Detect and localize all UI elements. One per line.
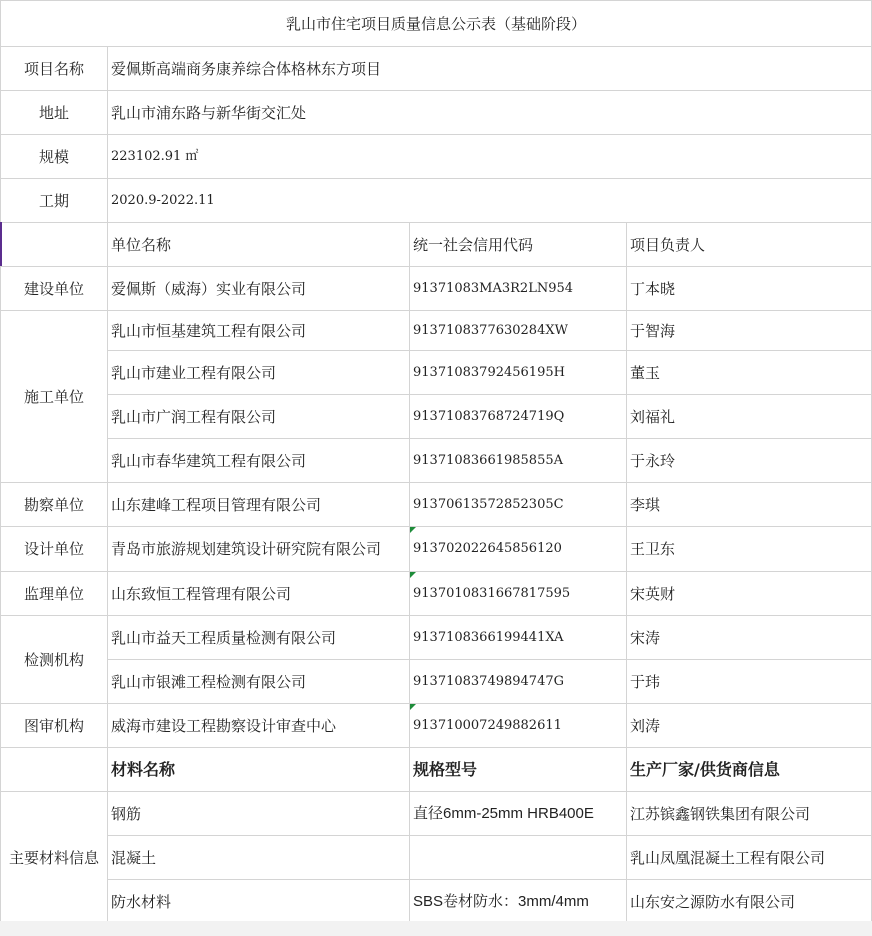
responsible-person: 李琪 — [627, 483, 872, 527]
material-spec — [410, 836, 627, 880]
responsible-person: 王卫东 — [627, 527, 872, 572]
person-header: 项目负责人 — [627, 223, 872, 267]
project-name-label: 项目名称 — [1, 47, 108, 91]
construction-owner-label: 建设单位 — [1, 267, 108, 311]
credit-code-header: 统一社会信用代码 — [410, 223, 627, 267]
unit-name: 威海市建设工程勘察设计审查中心 — [108, 704, 410, 748]
responsible-person: 刘涛 — [627, 704, 872, 748]
unit-name-header: 单位名称 — [108, 223, 410, 267]
testing-label: 检测机构 — [1, 616, 108, 704]
unit-name: 爱佩斯（威海）实业有限公司 — [108, 267, 410, 311]
responsible-person: 宋英财 — [627, 572, 872, 616]
responsible-person: 丁本晓 — [627, 267, 872, 311]
unit-name: 乳山市广润工程有限公司 — [108, 395, 410, 439]
supervision-label: 监理单位 — [1, 572, 108, 616]
material-name: 混凝土 — [108, 836, 410, 880]
unit-name: 乳山市春华建筑工程有限公司 — [108, 439, 410, 483]
materials-label: 主要材料信息 — [1, 792, 108, 924]
period-value: 2020.9-2022.11 — [108, 179, 872, 223]
unit-name: 山东建峰工程项目管理有限公司 — [108, 483, 410, 527]
spec-header: 规格型号 — [410, 748, 627, 792]
responsible-person: 于永玲 — [627, 439, 872, 483]
unit-name: 山东致恒工程管理有限公司 — [108, 572, 410, 616]
review-label: 图审机构 — [1, 704, 108, 748]
period-label: 工期 — [1, 179, 108, 223]
material-supplier: 乳山凤凰混凝土工程有限公司 — [627, 836, 872, 880]
unit-name: 乳山市建业工程有限公司 — [108, 351, 410, 395]
scale-value: 223102.91 ㎡ — [108, 135, 872, 179]
material-supplier: 江苏镔鑫钢铁集团有限公司 — [627, 792, 872, 836]
row-selection-marker — [0, 222, 2, 266]
credit-code: 913702022645856120 — [410, 527, 627, 572]
material-name: 防水材料 — [108, 880, 410, 924]
contractor-label: 施工单位 — [1, 311, 108, 483]
responsible-person: 董玉 — [627, 351, 872, 395]
responsible-person: 于玮 — [627, 660, 872, 704]
scale-label: 规模 — [1, 135, 108, 179]
credit-code: 913710007249882611 — [410, 704, 627, 748]
project-name-value: 爱佩斯高端商务康养综合体格林东方项目 — [108, 47, 872, 91]
unit-name: 乳山市恒基建筑工程有限公司 — [108, 311, 410, 351]
credit-code: 91371083661985855A — [410, 439, 627, 483]
materials-header-blank-cell — [1, 748, 108, 792]
unit-name: 乳山市银滩工程检测有限公司 — [108, 660, 410, 704]
credit-code: 91371083MA3R2LN954 — [410, 267, 627, 311]
design-label: 设计单位 — [1, 527, 108, 572]
material-spec: SBS卷材防水：3mm/4mm — [410, 880, 627, 924]
unit-name: 青岛市旅游规划建筑设计研究院有限公司 — [108, 527, 410, 572]
material-name: 钢筋 — [108, 792, 410, 836]
credit-code: 9137108377630284XW — [410, 311, 627, 351]
responsible-person: 刘福礼 — [627, 395, 872, 439]
responsible-person: 宋涛 — [627, 616, 872, 660]
survey-label: 勘察单位 — [1, 483, 108, 527]
header-blank-cell — [1, 223, 108, 267]
unit-name: 乳山市益天工程质量检测有限公司 — [108, 616, 410, 660]
credit-code: 9137108366199441XA — [410, 616, 627, 660]
credit-code: 91370613572852305C — [410, 483, 627, 527]
credit-code: 91371083768724719Q — [410, 395, 627, 439]
credit-code: 9137010831667817595 — [410, 572, 627, 616]
credit-code: 91371083792456195H — [410, 351, 627, 395]
material-spec: 直径6mm-25mm HRB400E — [410, 792, 627, 836]
material-name-header: 材料名称 — [108, 748, 410, 792]
supplier-header: 生产厂家/供货商信息 — [627, 748, 872, 792]
bottom-scroll-strip — [0, 921, 872, 936]
credit-code: 91371083749894747G — [410, 660, 627, 704]
table-title: 乳山市住宅项目质量信息公示表（基础阶段） — [1, 1, 872, 47]
address-label: 地址 — [1, 91, 108, 135]
responsible-person: 于智海 — [627, 311, 872, 351]
material-supplier: 山东安之源防水有限公司 — [627, 880, 872, 924]
address-value: 乳山市浦东路与新华街交汇处 — [108, 91, 872, 135]
